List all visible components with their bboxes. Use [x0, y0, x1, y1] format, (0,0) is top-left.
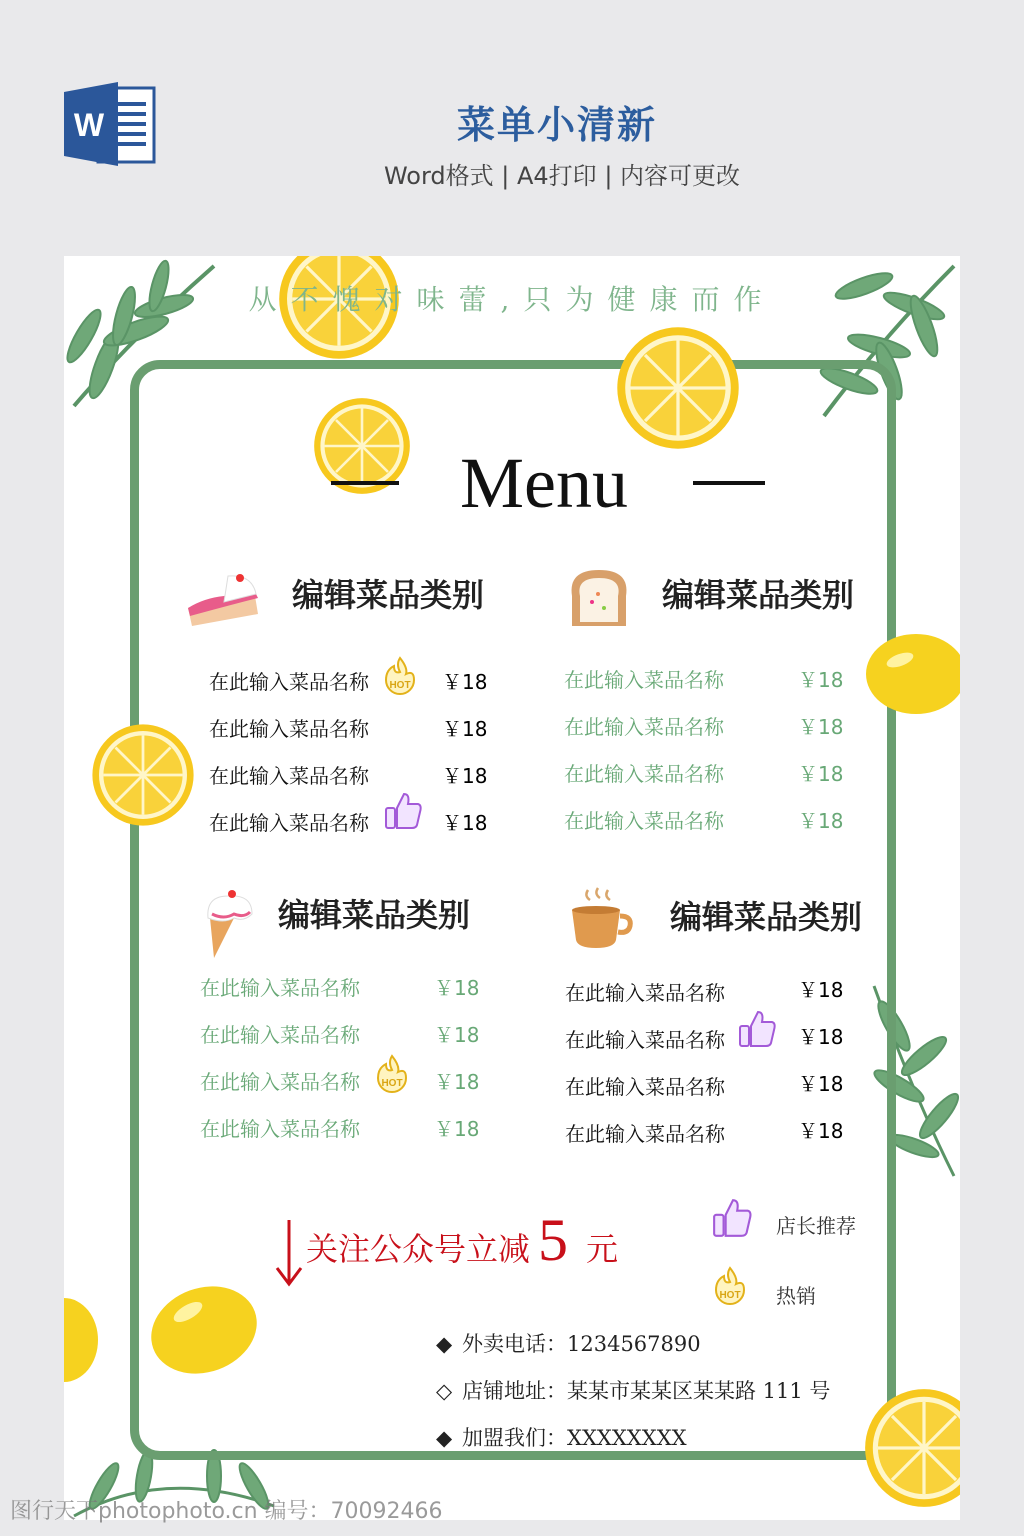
contact-address: ◇ 店铺地址：某某市某某区某某路 111 号 — [436, 1379, 831, 1403]
menu-item-name: 在此输入菜品名称 — [565, 1075, 725, 1099]
legend-hot-label: 热销 — [776, 1284, 816, 1308]
lemon-icon — [64, 1290, 104, 1390]
title-dash-right — [693, 481, 765, 485]
document-subtitle: Word格式 | A4打印 | 内容可更改 — [383, 162, 741, 190]
svg-text:HOT: HOT — [389, 680, 411, 691]
menu-page — [64, 256, 960, 1520]
lemon-slice-icon — [88, 720, 198, 830]
toast-icon — [566, 566, 632, 630]
coffee-cup-icon — [568, 886, 634, 950]
promo-banner — [306, 1206, 618, 1275]
bullet-icon: ◆ — [436, 1426, 453, 1450]
category-title: 编辑菜品类别 — [292, 576, 485, 614]
lemon-icon — [860, 624, 960, 724]
lemon-slice-icon — [612, 322, 744, 454]
menu-item-name: 在此输入菜品名称 — [200, 1070, 360, 1094]
menu-item-price: ￥18 — [442, 670, 488, 694]
menu-item-price: ￥18 — [798, 1072, 844, 1096]
ice-cream-icon — [204, 888, 258, 960]
menu-item-name: 在此输入菜品名称 — [209, 717, 369, 741]
menu-item-price: ￥18 — [434, 1117, 480, 1141]
lemon-icon — [144, 1280, 264, 1380]
bullet-icon: ◇ — [436, 1379, 453, 1403]
menu-item-price: ￥18 — [798, 668, 844, 692]
category-title: 编辑菜品类别 — [662, 576, 855, 614]
menu-title: Menu — [460, 443, 628, 523]
menu-item-name: 在此输入菜品名称 — [565, 981, 725, 1005]
bullet-icon: ◆ — [436, 1332, 453, 1356]
menu-item-name: 在此输入菜品名称 — [209, 670, 369, 694]
menu-item-price: ￥18 — [434, 1070, 480, 1094]
slogan: 从不愧对味蕾,只为健康而作 — [248, 283, 776, 316]
menu-item-name: 在此输入菜品名称 — [200, 1023, 360, 1047]
menu-item-price: ￥18 — [442, 811, 488, 835]
word-logo-letter: W — [73, 107, 105, 143]
contact-phone: ◆ 外卖电话：1234567890 — [436, 1332, 701, 1356]
menu-item-name: 在此输入菜品名称 — [565, 1028, 725, 1052]
menu-item-name: 在此输入菜品名称 — [200, 1117, 360, 1141]
menu-item-price: ￥18 — [434, 976, 480, 1000]
menu-item-name: 在此输入菜品名称 — [564, 668, 724, 692]
menu-item-price: ￥18 — [798, 762, 844, 786]
category-title: 编辑菜品类别 — [278, 896, 471, 934]
down-arrow-icon — [274, 1218, 304, 1288]
menu-item-name: 在此输入菜品名称 — [209, 764, 369, 788]
menu-item-price: ￥18 — [434, 1023, 480, 1047]
promo-amount: 5 — [538, 1207, 569, 1273]
watermark: 图行天下photophoto.cn 编号：70092466 — [10, 1499, 443, 1524]
menu-item-price: ￥18 — [798, 1025, 844, 1049]
menu-item-name: 在此输入菜品名称 — [564, 809, 724, 833]
menu-item-name: 在此输入菜品名称 — [209, 811, 369, 835]
thumbs-up-icon — [712, 1196, 754, 1240]
menu-item-price: ￥18 — [442, 717, 488, 741]
thumbs-up-icon — [384, 790, 424, 832]
promo-text: 关注公众号立减 — [306, 1230, 531, 1268]
promo-unit: 元 — [586, 1230, 619, 1268]
menu-item-name: 在此输入菜品名称 — [565, 1122, 725, 1146]
menu-item-name: 在此输入菜品名称 — [200, 976, 360, 1000]
menu-item-price: ￥18 — [798, 1119, 844, 1143]
hot-flame-icon — [372, 1054, 412, 1098]
menu-item-name: 在此输入菜品名称 — [564, 715, 724, 739]
document-title: 菜单小清新 — [456, 103, 657, 147]
hot-flame-icon — [710, 1266, 750, 1310]
menu-item-price: ￥18 — [798, 978, 844, 1002]
menu-item-name: 在此输入菜品名称 — [564, 762, 724, 786]
contact-join: ◆ 加盟我们：XXXXXXXX — [436, 1426, 687, 1450]
menu-item-price: ￥18 — [798, 809, 844, 833]
svg-text:HOT: HOT — [381, 1078, 403, 1089]
lemon-slice-icon — [860, 1384, 960, 1512]
cake-icon — [184, 568, 262, 632]
legend-recommend-label: 店长推荐 — [776, 1214, 856, 1238]
svg-text:HOT: HOT — [719, 1290, 741, 1301]
menu-item-price: ￥18 — [442, 764, 488, 788]
hot-flame-icon — [380, 656, 420, 700]
category-title: 编辑菜品类别 — [670, 898, 863, 936]
menu-item-price: ￥18 — [798, 715, 844, 739]
thumbs-up-icon — [738, 1008, 778, 1050]
